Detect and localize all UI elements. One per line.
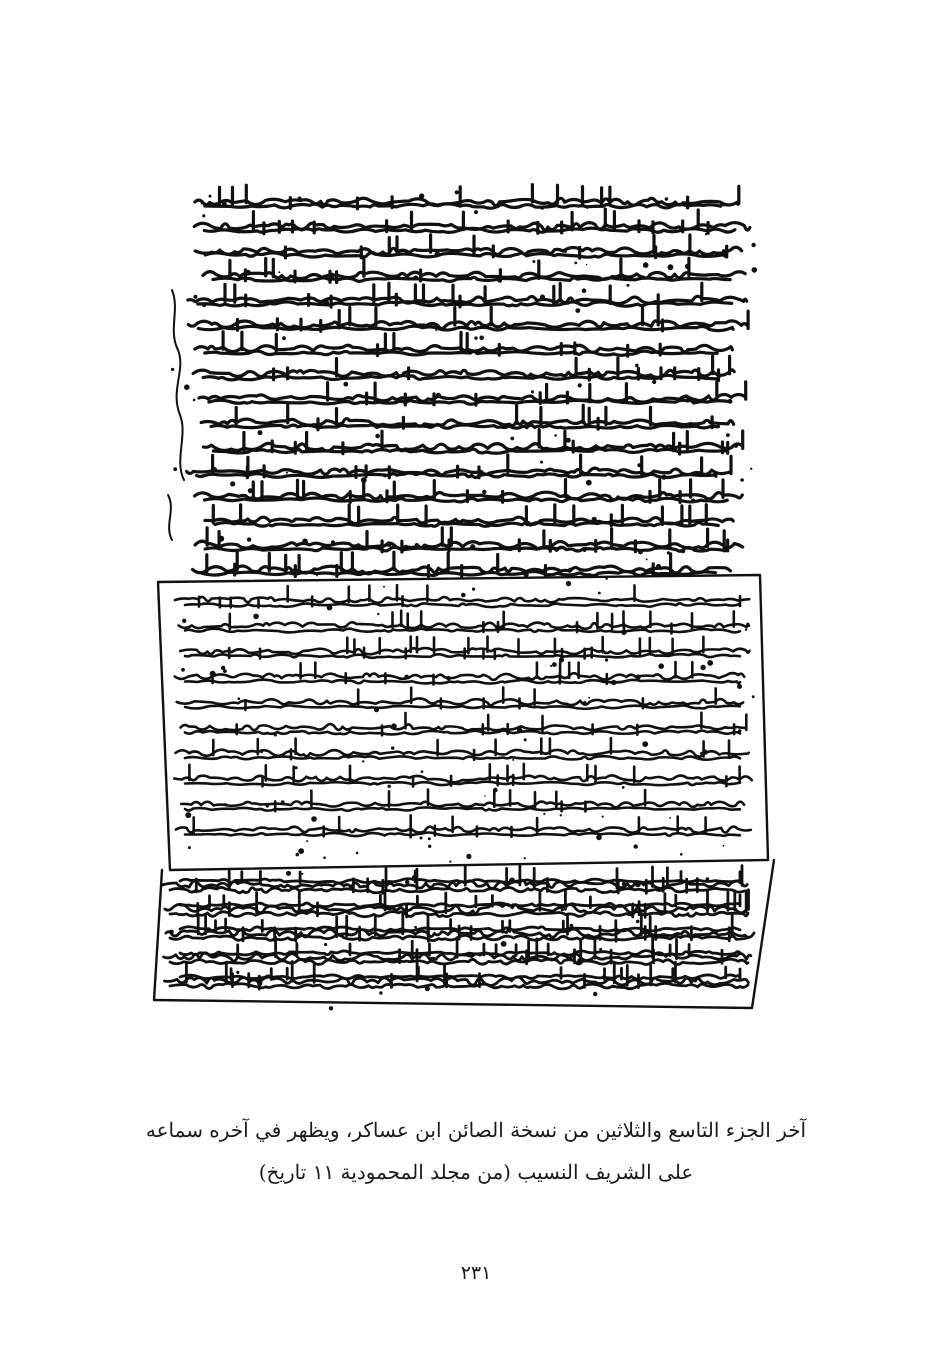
- handwriting-stroke: [180, 943, 740, 955]
- ink-dot: [224, 803, 227, 806]
- ink-dot: [420, 837, 423, 840]
- ink-dot: [323, 856, 326, 859]
- ink-dot: [570, 924, 574, 928]
- ink-dot: [554, 434, 557, 437]
- ink-dot: [680, 853, 683, 856]
- ink-dot: [286, 871, 291, 876]
- ink-dot: [560, 814, 562, 816]
- ink-dot: [565, 494, 570, 499]
- ink-dot: [751, 243, 755, 247]
- handwriting-stroke: [199, 382, 746, 402]
- ink-dot: [209, 195, 212, 198]
- ink-dot: [578, 383, 582, 387]
- ink-dot: [202, 214, 205, 217]
- ink-dot: [636, 920, 640, 924]
- handwriting-stroke: [180, 895, 740, 908]
- ink-dot: [622, 786, 625, 789]
- caption-line-2: على الشريف النسيب (من مجلد المحمودية ١١ تاريخ): [258, 1160, 694, 1184]
- ink-dot: [446, 676, 451, 681]
- ink-dot: [499, 546, 503, 550]
- handwriting-stroke: [164, 961, 748, 985]
- ink-dot: [278, 271, 280, 273]
- ink-dot: [681, 549, 685, 553]
- ink-dot: [332, 450, 335, 453]
- ink-dot: [253, 614, 259, 620]
- ink-dot: [221, 666, 225, 670]
- ink-dot: [493, 788, 498, 793]
- ink-dot: [613, 970, 615, 972]
- ink-dot: [606, 577, 608, 579]
- ink-dot: [306, 840, 308, 842]
- ink-dot: [472, 588, 475, 591]
- ink-dot: [202, 303, 206, 307]
- ink-dot: [230, 481, 235, 486]
- ink-dot: [668, 264, 674, 270]
- ink-dot: [509, 878, 515, 884]
- handwriting-stroke: [175, 662, 744, 680]
- ink-dot: [621, 629, 627, 635]
- ink-dot: [564, 250, 567, 253]
- ink-dot: [201, 201, 204, 204]
- ink-dot: [586, 480, 592, 486]
- handwriting-stroke: [188, 307, 748, 328]
- ink-dot: [540, 295, 545, 300]
- ink-dot: [517, 728, 522, 733]
- ink-dot: [356, 852, 359, 855]
- ink-dot: [635, 364, 639, 368]
- ink-dot: [206, 446, 209, 449]
- ink-dot: [719, 278, 721, 280]
- ink-dot: [329, 273, 334, 278]
- ink-dot: [185, 812, 191, 818]
- ink-dot: [550, 936, 552, 938]
- ink-dot: [412, 875, 417, 880]
- ink-dot: [658, 663, 664, 669]
- ink-dot: [251, 935, 253, 937]
- ink-dot: [222, 202, 227, 207]
- ink-dot: [474, 210, 478, 214]
- ink-dot: [568, 568, 572, 572]
- handwriting-stroke: [174, 764, 752, 782]
- ink-dot: [634, 844, 638, 848]
- ink-dot: [248, 488, 253, 493]
- ink-dot: [474, 336, 477, 339]
- ink-dot: [171, 368, 174, 371]
- ink-dot: [705, 233, 707, 235]
- ink-dot: [543, 813, 545, 815]
- ink-dot: [193, 399, 196, 402]
- ink-dot: [391, 723, 397, 729]
- ink-dot: [622, 882, 626, 886]
- ink-dot: [295, 766, 298, 769]
- ink-dot: [202, 938, 204, 940]
- ink-dot: [428, 845, 431, 848]
- ink-dot: [428, 837, 431, 840]
- ink-dot: [722, 249, 725, 252]
- caption-line-1: آخر الجزء التاسع والثلاثين من نسخة الصائن ابن عساكر، ويظهر في آخره سماعه: [145, 1118, 807, 1142]
- ink-dot: [256, 448, 259, 451]
- ink-dot: [188, 846, 191, 849]
- ink-dot: [559, 657, 564, 662]
- ink-dot: [286, 472, 288, 474]
- ink-dot: [281, 800, 285, 804]
- ink-dot: [550, 665, 552, 667]
- ink-dot: [236, 971, 239, 974]
- ink-dot: [413, 275, 418, 280]
- ink-dot: [258, 430, 263, 435]
- handwriting-stroke: [165, 890, 749, 914]
- ink-dot: [329, 1006, 333, 1010]
- ink-dot: [237, 230, 241, 234]
- ink-dot: [482, 490, 486, 494]
- ink-dot: [691, 499, 695, 503]
- ink-dot: [627, 284, 630, 287]
- ink-dot: [435, 251, 440, 256]
- ink-dot: [182, 619, 186, 623]
- ink-dot: [750, 468, 752, 470]
- ink-dot: [635, 882, 641, 888]
- ink-dot: [678, 442, 681, 445]
- handwriting-stroke: [180, 871, 740, 883]
- handwriting-stroke: [180, 967, 740, 980]
- ink-dot: [260, 751, 263, 754]
- handwriting-stroke: [205, 197, 724, 209]
- ink-dot: [643, 262, 649, 268]
- ink-dot: [377, 613, 379, 615]
- ink-dot: [495, 625, 501, 631]
- ink-dot: [586, 207, 588, 209]
- ink-dot: [425, 986, 430, 991]
- ink-dot: [419, 193, 424, 198]
- ink-dot: [652, 380, 656, 384]
- ink-dot: [707, 660, 713, 666]
- ink-dot: [324, 943, 327, 946]
- ink-dot: [685, 264, 690, 269]
- ink-dot: [327, 605, 333, 611]
- ink-dot: [656, 564, 661, 569]
- ink-dot: [554, 547, 559, 552]
- ink-dot: [383, 474, 386, 477]
- ink-dot: [343, 382, 348, 387]
- ink-dot: [611, 680, 616, 685]
- handwriting-stroke: [195, 528, 743, 549]
- ink-dot: [415, 543, 419, 547]
- manuscript-scan: [140, 180, 780, 1025]
- ink-dot: [586, 264, 588, 266]
- ink-dot: [540, 461, 543, 464]
- handwriting-stroke: [181, 713, 747, 731]
- ink-dot: [212, 467, 217, 472]
- ink-dot: [661, 475, 666, 480]
- handwriting-stroke: [181, 790, 744, 808]
- ink-dot: [561, 908, 564, 911]
- ink-dot: [608, 653, 610, 655]
- ink-dot: [532, 260, 535, 263]
- handwriting-stroke: [201, 405, 734, 426]
- ink-dot: [449, 861, 451, 863]
- ink-dot: [752, 695, 755, 698]
- ink-dot: [583, 549, 586, 552]
- ink-dot: [436, 393, 441, 398]
- ink-dot: [296, 853, 300, 857]
- ink-dot: [575, 308, 580, 313]
- ink-dot: [257, 981, 262, 986]
- ink-dot: [662, 935, 666, 939]
- ink-dot: [702, 749, 708, 755]
- ink-dot: [266, 804, 269, 807]
- ink-dot: [453, 956, 455, 958]
- ink-dot: [577, 958, 583, 964]
- ink-dot: [517, 679, 520, 682]
- ink-dot: [646, 558, 648, 560]
- ink-dot: [745, 629, 747, 631]
- ink-dot: [510, 437, 514, 441]
- ink-dot: [694, 979, 697, 982]
- ink-dot: [497, 278, 502, 283]
- handwriting-stroke: [195, 332, 733, 353]
- ink-dot: [173, 467, 177, 471]
- page-number: ٢٣١: [460, 1262, 492, 1284]
- handwriting-stroke: [177, 687, 743, 705]
- ink-dot: [726, 433, 730, 437]
- ink-dot: [484, 795, 486, 797]
- ink-dot: [559, 680, 562, 683]
- ink-dot: [391, 746, 394, 749]
- ink-dot: [316, 575, 318, 577]
- ink-dot: [169, 930, 174, 935]
- ink-dot: [593, 992, 597, 996]
- ink-dot: [184, 384, 190, 390]
- ink-dot: [601, 976, 605, 980]
- ink-dot: [669, 817, 671, 819]
- ink-dot: [596, 835, 602, 841]
- handwriting-stroke: [205, 505, 733, 525]
- ink-dot: [501, 941, 507, 947]
- ink-dot: [574, 262, 577, 265]
- ink-dot: [218, 536, 224, 542]
- ink-dot: [512, 759, 514, 761]
- ink-dot: [665, 197, 669, 201]
- ink-dot: [524, 572, 529, 577]
- ink-dot: [637, 463, 641, 467]
- ink-dot: [740, 478, 744, 482]
- ink-dot: [282, 336, 286, 340]
- ink-dot: [386, 541, 392, 547]
- ink-dot: [540, 206, 544, 210]
- ink-dot: [331, 540, 335, 544]
- ink-dot: [728, 399, 733, 404]
- ink-dot: [605, 658, 608, 661]
- ink-dot: [706, 877, 710, 881]
- ink-dot: [525, 521, 530, 526]
- handwriting-stroke: [195, 185, 739, 206]
- ink-dot: [582, 701, 587, 706]
- ink-dot: [635, 674, 640, 679]
- ink-dot: [375, 434, 380, 439]
- ink-dot: [405, 880, 409, 884]
- ink-dot: [193, 295, 197, 299]
- ink-dot: [700, 665, 705, 670]
- ink-dot: [602, 816, 604, 818]
- ink-dot: [352, 206, 355, 209]
- ink-dot: [552, 662, 557, 667]
- ink-dot: [686, 398, 691, 403]
- ink-dot: [435, 329, 437, 331]
- ink-dot: [582, 288, 587, 293]
- ink-dot: [323, 300, 329, 306]
- handwriting-stroke: [176, 738, 749, 757]
- manuscript-image: [140, 180, 780, 1025]
- ink-dot: [466, 854, 471, 859]
- ink-dot: [479, 336, 484, 341]
- handwriting-stroke: [188, 283, 747, 304]
- ink-dot: [247, 537, 251, 541]
- ink-dot: [302, 873, 304, 875]
- ink-dot: [298, 196, 302, 200]
- ink-dot: [642, 741, 648, 747]
- ink-dot: [421, 770, 424, 773]
- ink-dot: [362, 760, 364, 762]
- ink-dot: [320, 885, 322, 887]
- ink-dot: [752, 267, 758, 273]
- ink-dot: [203, 603, 205, 605]
- ink-dot: [274, 734, 277, 737]
- ink-dot: [312, 449, 316, 453]
- ink-dot: [461, 593, 466, 598]
- ink-dot: [339, 517, 342, 520]
- ink-dot: [210, 671, 216, 677]
- handwriting-stroke: [164, 937, 751, 961]
- ink-dot: [311, 816, 317, 822]
- ink-dot: [723, 845, 725, 847]
- ink-dot: [524, 857, 526, 859]
- ink-dot: [566, 438, 571, 443]
- ink-dot: [238, 697, 241, 700]
- ink-dot: [588, 697, 590, 699]
- ink-dot: [383, 586, 385, 588]
- ink-dot: [738, 729, 741, 732]
- ink-dot: [734, 443, 739, 448]
- ink-dot: [374, 707, 379, 712]
- ink-dot: [638, 550, 643, 555]
- ink-dot: [404, 675, 409, 680]
- ink-dot: [379, 991, 382, 994]
- ink-dot: [737, 684, 742, 689]
- ink-dot: [566, 581, 571, 586]
- ink-dot: [470, 544, 475, 549]
- ink-dot: [361, 477, 367, 483]
- ink-dot: [181, 668, 185, 672]
- ink-dot: [302, 539, 308, 545]
- ink-dot: [592, 517, 597, 522]
- ink-dot: [637, 575, 640, 578]
- ink-dot: [598, 592, 601, 595]
- ink-dot: [531, 390, 534, 393]
- ink-dot: [215, 580, 217, 582]
- ink-dot: [388, 785, 391, 788]
- handwriting-stroke: [179, 611, 749, 629]
- ink-dot: [455, 190, 459, 194]
- ink-dot: [687, 912, 690, 915]
- ink-dot: [667, 551, 670, 554]
- handwriting-stroke: [176, 815, 751, 833]
- ink-dot: [354, 569, 357, 572]
- ink-dot: [414, 926, 417, 929]
- ink-dot: [599, 948, 602, 951]
- ink-dot: [524, 738, 527, 741]
- ink-dot: [245, 270, 250, 275]
- ink-dot: [298, 848, 304, 854]
